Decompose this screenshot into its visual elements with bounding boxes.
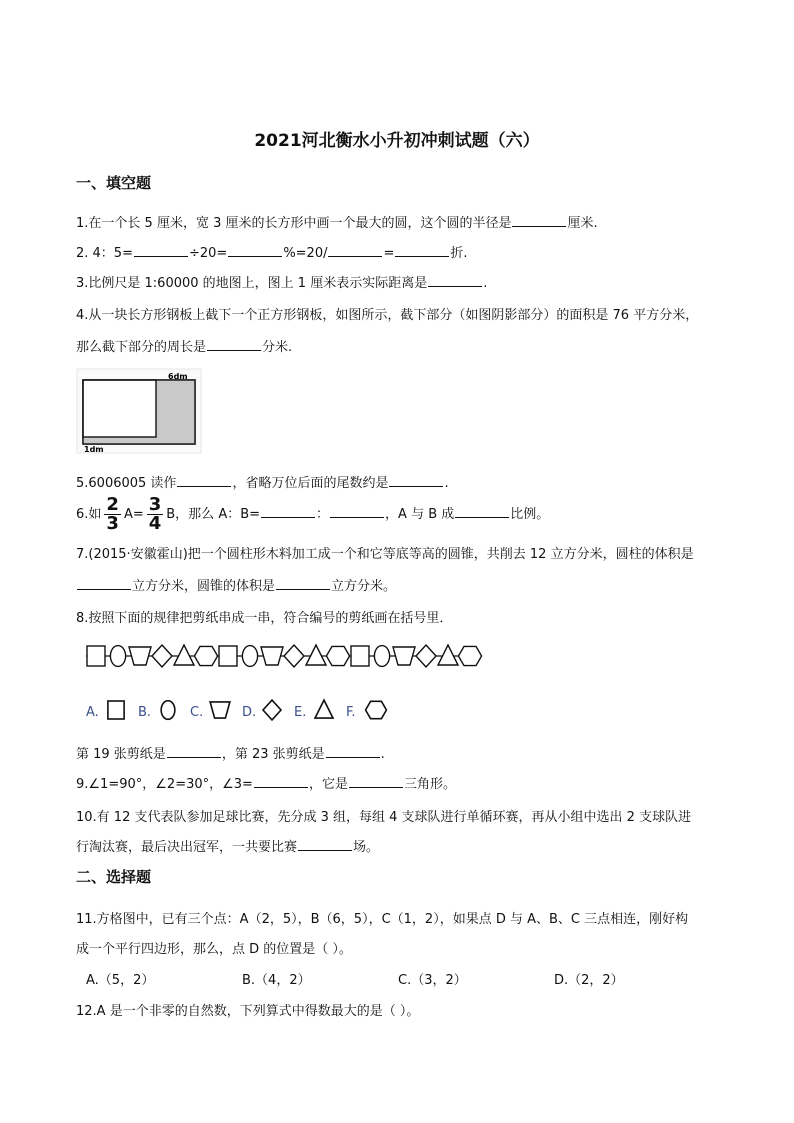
answer-blank[interactable] — [455, 516, 509, 518]
answer-blank[interactable] — [389, 485, 443, 487]
question-11-line1: 11.方格图中，已有三个点：A（2，5），B（6，5），C（1，2），如果点 D 与 A、B、C 三点相连，刚好构 — [76, 912, 689, 927]
option-ellipse-shape — [161, 701, 175, 720]
q11-option-c[interactable]: C.（3，2） — [398, 973, 467, 988]
answer-blank[interactable] — [276, 588, 330, 590]
triangle-cut-shape — [306, 645, 326, 665]
section-heading-fill: 一、填空题 — [76, 174, 152, 192]
diamond-cut-shape — [416, 645, 436, 667]
question-12-line1: 12.A 是一个非零的自然数，下列算式中得数最大的是（ ）。 — [76, 1004, 420, 1019]
question-7-line2: 立方分米，圆锥的体积是 立方分米。 — [76, 575, 396, 594]
question-4-line2: 那么截下部分的周长是 分米. — [76, 340, 293, 355]
triangle-cut-shape — [174, 645, 194, 665]
answer-blank[interactable] — [167, 756, 221, 758]
square-plate — [83, 380, 156, 437]
hexagon-cut-shape — [194, 646, 217, 665]
option-label: B. — [138, 705, 152, 720]
option-diamond-shape — [263, 700, 281, 720]
question-1: 1.在一个长 5 厘米，宽 3 厘米的长方形中画一个最大的圆，这个圆的半径是 厘米. — [76, 216, 598, 231]
label-6dm: 6dm — [168, 372, 188, 381]
trapezoid-cut-shape — [129, 647, 151, 665]
ellipse-cut-shape — [374, 646, 389, 667]
question-8-line1: 8.按照下面的规律把剪纸串成一串，符合编号的剪纸画在括号里． — [76, 611, 453, 626]
option-label: E. — [294, 705, 307, 720]
question-10-line2: 行淘汰赛，最后决出冠军，一共要比赛 场。 — [76, 840, 380, 855]
option-trapezoid-shape — [210, 702, 230, 718]
question-8-answer: 第 19 张剪纸是 ，第 23 张剪纸是 . — [76, 747, 385, 762]
answer-blank[interactable] — [512, 225, 566, 227]
trapezoid-cut-shape — [261, 647, 283, 665]
answer-blank[interactable] — [261, 516, 315, 518]
question-6: 6.如 $\frac{2}{3}$ A= $\frac{3}{4}$ B，那么 A：B= ： ，A 与 B 成 比例。 — [76, 494, 550, 534]
hexagon-cut-shape — [326, 646, 349, 665]
steel-plate-figure — [76, 368, 202, 454]
q11-option-a[interactable]: A.（5，2） — [86, 973, 155, 988]
q11-option-b[interactable]: B.（4，2） — [242, 973, 311, 988]
question-5: 5.6006005 读作 ，省略万位后面的尾数约是 . — [76, 476, 449, 491]
answer-blank[interactable] — [428, 285, 482, 287]
triangle-cut-shape — [438, 645, 458, 665]
answer-blank[interactable] — [134, 255, 188, 257]
hexagon-cut-shape — [458, 646, 481, 665]
option-label: A. — [86, 705, 99, 720]
answer-blank[interactable] — [330, 516, 384, 518]
answer-blank[interactable] — [77, 588, 131, 590]
answer-blank[interactable] — [395, 255, 449, 257]
question-9: 9.∠1=90°，∠2=30°，∠3= ，它是 三角形。 — [76, 777, 456, 792]
label-1dm: 1dm — [84, 445, 104, 454]
option-hexagon-shape — [366, 701, 387, 718]
question-7-line1: 7.(2015·安徽霍山)把一个圆柱形木料加工成一个和它等底等高的圆锥，共削去 12 立方分米，圆柱的体积是 — [76, 547, 694, 562]
paper-cut-sequence — [84, 638, 484, 674]
question-2: 2. 4：5= ÷20= %=20/ = 折. — [76, 246, 468, 261]
question-10-line1: 10.有 12 支代表队参加足球比赛，先分成 3 组，每组 4 支球队进行单循环赛，再从小组中选出 2 支球队进 — [76, 810, 692, 825]
answer-blank[interactable] — [207, 349, 261, 351]
question-3: 3.比例尺是 1:60000 的地图上，图上 1 厘米表示实际距离是 . — [76, 276, 488, 291]
option-label: F. — [346, 705, 356, 720]
square-cut-shape — [87, 646, 105, 666]
question-11-line2: 成一个平行四边形，那么，点 D 的位置是（ ）。 — [76, 942, 352, 957]
answer-blank[interactable] — [326, 756, 380, 758]
answer-blank[interactable] — [228, 255, 282, 257]
option-label: C. — [190, 705, 204, 720]
option-triangle-shape — [315, 700, 333, 718]
page-title: 2021河北衡水小升初冲刺试题（六） — [254, 131, 540, 151]
answer-blank[interactable] — [349, 786, 403, 788]
fraction-three-quarters: $\frac{3}{4}$ — [148, 494, 162, 534]
square-cut-shape — [219, 646, 237, 666]
answer-blank[interactable] — [328, 255, 382, 257]
ellipse-cut-shape — [110, 646, 125, 667]
trapezoid-cut-shape — [393, 647, 415, 665]
option-square-shape — [108, 701, 124, 719]
section-heading-choice: 二、选择题 — [76, 868, 152, 886]
paper-cut-options — [84, 694, 404, 726]
answer-blank[interactable] — [254, 786, 308, 788]
square-cut-shape — [351, 646, 369, 666]
diamond-cut-shape — [152, 645, 172, 667]
question-4-line1: 4.从一块长方形钢板上截下一个正方形钢板，如图所示，截下部分（如图阴影部分）的面积是 76 平方分米， — [76, 308, 699, 323]
ellipse-cut-shape — [242, 646, 257, 667]
option-label: D. — [242, 705, 257, 720]
diamond-cut-shape — [284, 645, 304, 667]
answer-blank[interactable] — [298, 849, 352, 851]
q11-option-d[interactable]: D.（2，2） — [554, 973, 624, 988]
fraction-two-thirds: $\frac{2}{3}$ — [106, 494, 119, 534]
answer-blank[interactable] — [177, 485, 231, 487]
